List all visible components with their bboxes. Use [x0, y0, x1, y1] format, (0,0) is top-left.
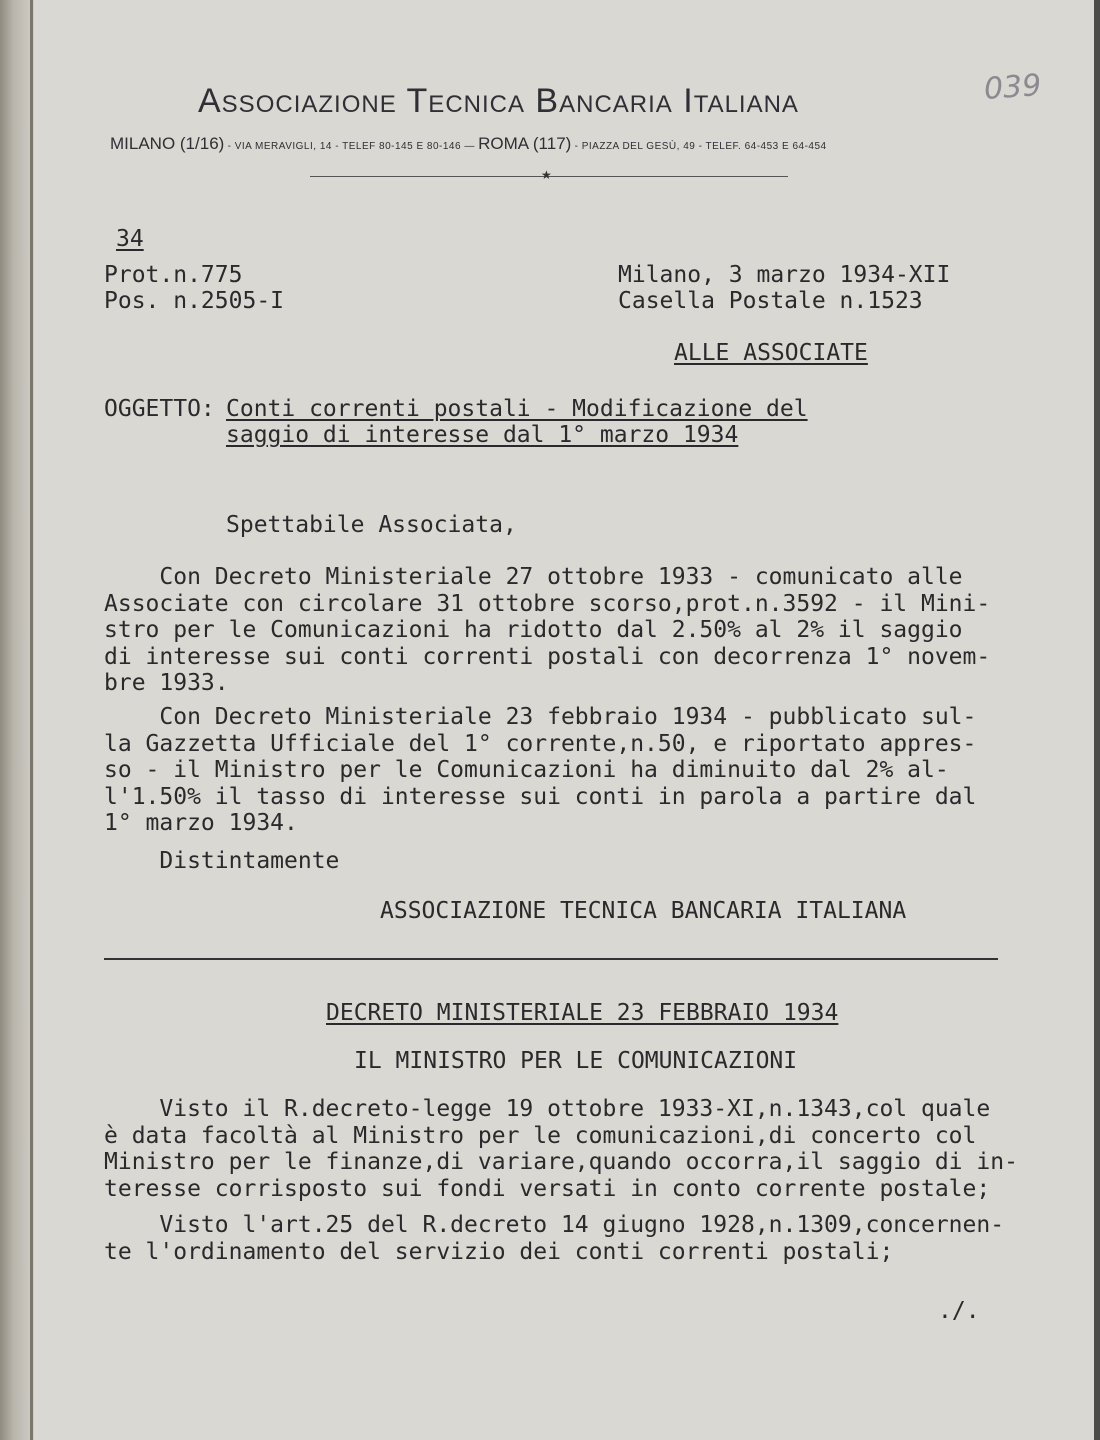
page-edge — [1094, 0, 1100, 1440]
binding-line — [30, 0, 33, 1440]
paragraph-line: stro per le Comunicazioni ha ridotto dal 2.50% al 2% il saggio — [104, 617, 963, 643]
letterhead-title: Associazione Tecnica Bancaria Italiana — [198, 82, 799, 120]
paragraph-2 — [104, 704, 984, 837]
letter-date: Milano, 3 marzo 1934-XII — [618, 262, 951, 288]
recipient: ALLE ASSOCIATE — [674, 340, 868, 366]
decree-subtitle: IL MINISTRO PER LE COMUNICAZIONI — [354, 1048, 798, 1074]
document-number: 34 — [116, 226, 144, 252]
protocol-number: Prot.n.775 — [104, 262, 243, 288]
paragraph-line: teresse corrisposto sui fondi versati in conto corrente postale; — [104, 1175, 991, 1202]
letterhead-milano: MILANO (1/16) — [110, 134, 225, 153]
paragraph-line: so - il Ministro per le Comunicazioni ha diminuito dal 2% al- — [104, 757, 949, 783]
position-number: Pos. n.2505-I — [104, 288, 285, 314]
salutation: Spettabile Associata, — [226, 512, 517, 538]
paragraph-line: 1° marzo 1934. — [104, 810, 298, 836]
letterhead-address — [110, 134, 990, 154]
paragraph-line: Visto l'art.25 del R.decreto 14 giugno 1928,n.1309,concernen- — [104, 1212, 1005, 1238]
paragraph-line: l'1.50% il tasso di interesse sui conti in parola a partire dal — [104, 783, 977, 810]
archive-number: 039 — [982, 68, 1043, 107]
po-box: Casella Postale n.1523 — [618, 288, 923, 314]
letterhead-roma: ROMA (117) — [478, 134, 572, 153]
paragraph-line: la Gazzetta Ufficiale del 1° corrente,n.50, e riportato appres- — [104, 730, 977, 757]
divider — [104, 958, 998, 960]
binding-edge — [0, 0, 34, 1440]
paragraph-line: di interesse sui conti correnti postali con decorrenza 1° novem- — [104, 643, 991, 670]
decree-paragraph-2 — [104, 1212, 1005, 1265]
paragraph-line: Ministro per le finanze,di variare,quando occorra,il saggio di in- — [104, 1149, 1018, 1175]
paragraph-line: è data facoltà al Ministro per le comunicazioni,di concerto col — [104, 1122, 977, 1149]
paragraph-line: bre 1933. — [104, 670, 229, 696]
letterhead-roma-address: - PIAZZA DEL GESÙ, 49 - TELEF. 64-453 E 64-454 — [571, 141, 827, 152]
decree-title: DECRETO MINISTERIALE 23 FEBBRAIO 1934 — [326, 1000, 839, 1026]
paragraph-line: Con Decreto Ministeriale 23 febbraio 1934 - pubblicato sul- — [104, 704, 977, 730]
star-icon: ★ — [541, 168, 552, 182]
decree-paragraph-1 — [104, 1096, 1018, 1202]
closing: Distintamente — [104, 848, 340, 874]
subject-line-1: Conti correnti postali - Modificazione del — [226, 396, 808, 422]
paragraph-line: te l'ordinamento del servizio dei conti correnti postali; — [104, 1238, 894, 1265]
paragraph-line: Associate con circolare 31 ottobre scorso,prot.n.3592 - il Mini- — [104, 590, 991, 617]
letterhead-milano-address: - VIA MERAVIGLI, 14 - TELEF 80-145 E 80-146 — — [224, 141, 479, 152]
paragraph-line: Visto il R.decreto-legge 19 ottobre 1933-XI,n.1343,col quale — [104, 1096, 991, 1122]
paragraph-1 — [104, 564, 991, 697]
continued-mark: ./. — [938, 1298, 980, 1324]
paragraph-line: Con Decreto Ministeriale 27 ottobre 1933 - comunicato alle — [104, 564, 963, 590]
subject-label: OGGETTO: — [104, 396, 229, 422]
signature: ASSOCIAZIONE TECNICA BANCARIA ITALIANA — [380, 898, 907, 924]
subject-line-2: saggio di interesse dal 1° marzo 1934 — [226, 422, 739, 448]
